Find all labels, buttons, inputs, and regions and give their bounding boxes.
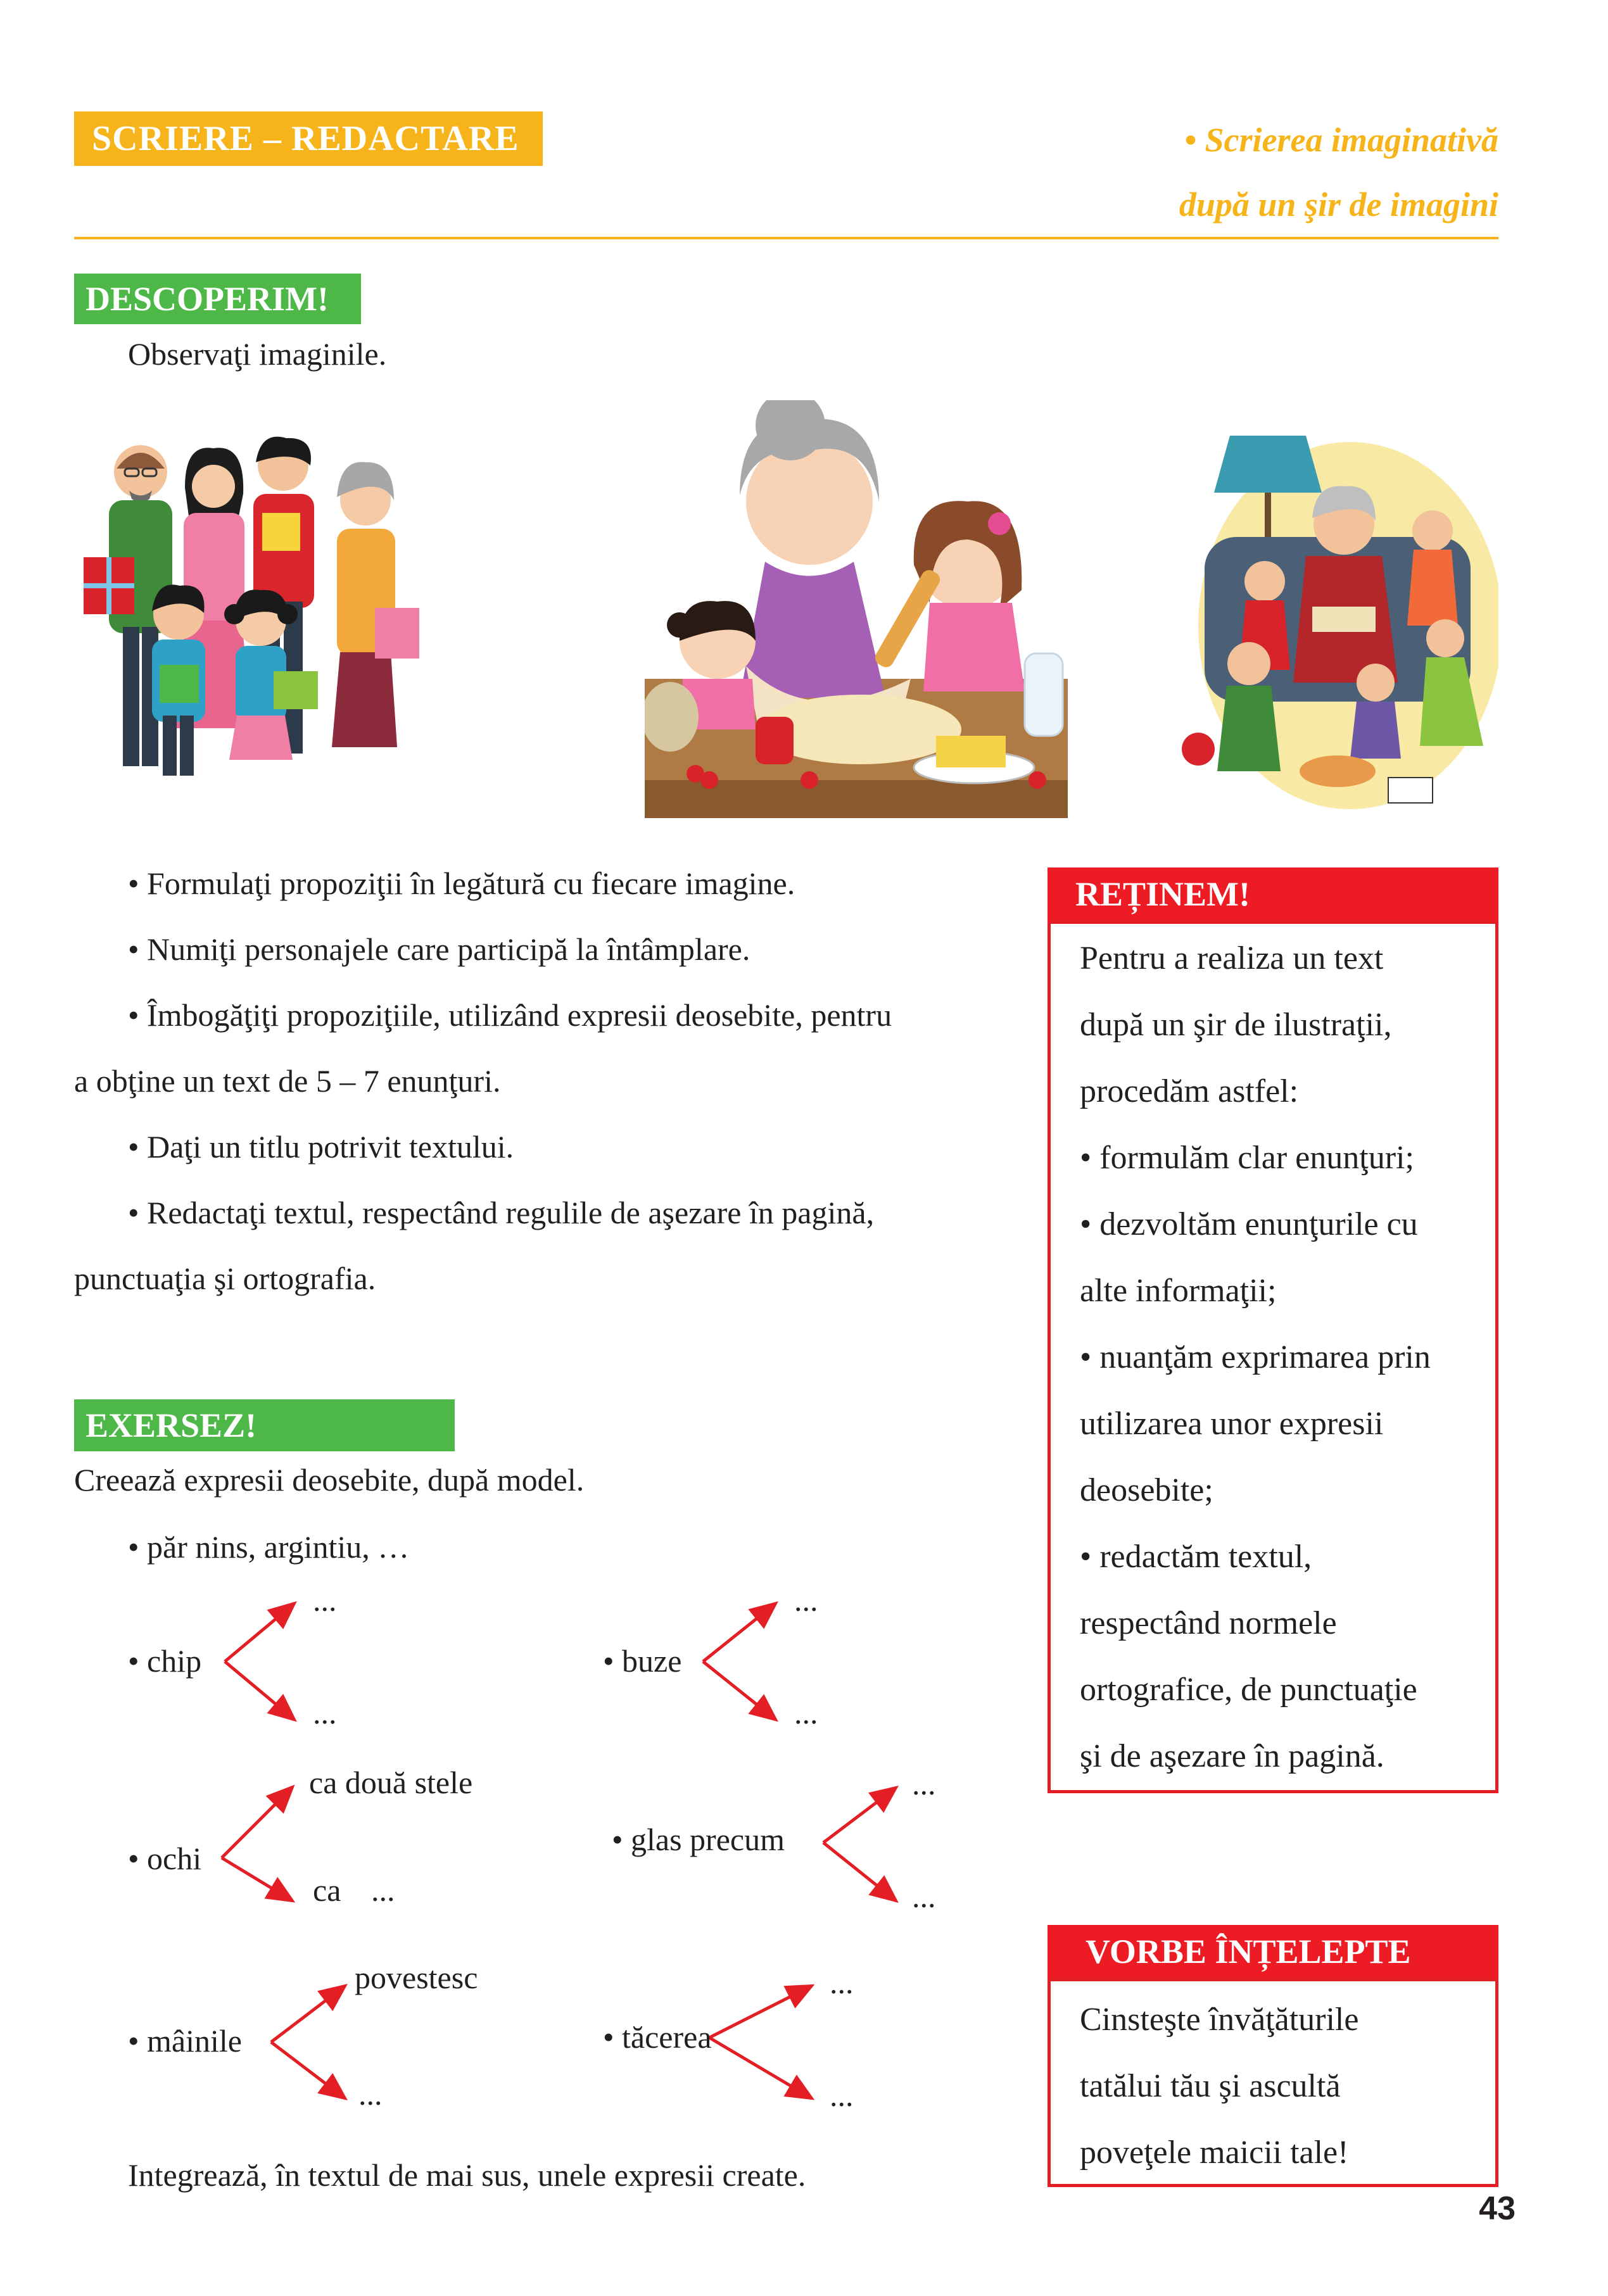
task-line-2: • Numiţi personajele care participă la întâmplare. — [128, 931, 750, 967]
arrow-up — [823, 1788, 896, 1843]
exercise-model: • păr nins, argintiu, … — [128, 1529, 410, 1565]
arrow-up — [271, 1986, 345, 2042]
remember-line: după un şir de ilustraţii, — [1080, 1007, 1392, 1043]
remember-line: deosebite; — [1080, 1472, 1213, 1508]
exercise-title: EXERSEZ! — [74, 1399, 455, 1451]
arrow-up — [703, 1603, 776, 1662]
remember-line: • nuanţăm exprimarea prin — [1080, 1339, 1431, 1375]
remember-line: • formulăm clar enunţuri; — [1080, 1140, 1414, 1176]
remember-line: şi de aşezare în pagină. — [1080, 1738, 1384, 1774]
exercise-item-ochi-bottom: ca — [313, 1872, 341, 1908]
exercise-instruction: Creează expresii deosebite, după model. — [74, 1462, 585, 1498]
arrow-down — [823, 1843, 896, 1901]
task-line-1: • Formulaţi propoziţii în legătură cu fiecare imagine. — [128, 866, 795, 901]
exercise-closing: Integrează, în textul de mai sus, unele expresii create. — [128, 2157, 806, 2193]
exercise-item-glas-top: ... — [912, 1766, 936, 1801]
exercise-item-glas-bottom: ... — [912, 1879, 936, 1914]
exercise-item-tacerea: • tăcerea — [603, 2019, 712, 2055]
exercise-item-ochi: • ochi — [128, 1841, 202, 1876]
arrow-down — [225, 1662, 294, 1720]
exercise-item-chip-bottom: ... — [313, 1695, 337, 1731]
wise-words-line: tatălui tău şi ascultă — [1080, 2068, 1341, 2104]
task-line-6: • Redactaţi textul, respectând regulile de aşezare în pagină, — [128, 1195, 875, 1230]
exercise-item-mainile-top: povestesc — [355, 1960, 478, 1995]
arrow-down — [709, 2038, 812, 2098]
remember-line: respectând normele — [1080, 1605, 1337, 1641]
exercise-item-tacerea-bottom: ... — [830, 2078, 854, 2113]
remember-line: ortografice, de punctuaţie — [1080, 1672, 1417, 1708]
exercise-item-chip-top: ... — [313, 1582, 337, 1618]
arrow-up — [709, 1986, 812, 2038]
page-number: 43 — [1479, 2190, 1516, 2227]
remember-line: procedăm astfel: — [1080, 1073, 1299, 1109]
remember-line: • redactăm textul, — [1080, 1539, 1312, 1575]
topic-line-1: • Scrierea imaginativă — [1184, 121, 1498, 159]
exercise-item-ochi-top: ca două stele — [309, 1765, 473, 1800]
remember-line: alte informaţii; — [1080, 1273, 1277, 1309]
exercise-item-buze: • buze — [603, 1643, 682, 1679]
remember-line: • dezvoltăm enunţurile cu — [1080, 1206, 1418, 1242]
discover-title: DESCOPERIM! — [74, 274, 361, 324]
wise-words-line: poveţele maicii tale! — [1080, 2135, 1349, 2171]
task-line-4: a obţine un text de 5 – 7 enunţuri. — [74, 1063, 501, 1099]
wise-words-line: Cinsteşte învăţăturile — [1080, 2002, 1359, 2038]
remember-line: utilizarea unor expresii — [1080, 1406, 1384, 1442]
arrow-down — [271, 2042, 345, 2098]
wise-words-title: VORBE ÎNȚELEPTE — [1048, 1925, 1498, 1978]
task-line-5: • Daţi un titlu potrivit textului. — [128, 1129, 514, 1164]
remember-title: REȚINEM! — [1048, 867, 1498, 921]
exercise-item-glas: • glas precum — [612, 1822, 785, 1857]
arrow-down — [222, 1858, 293, 1901]
arrow-up — [225, 1603, 294, 1662]
task-line-3: • Îmbogăţiţi propoziţiile, utilizând expresii deosebite, pentru — [128, 997, 892, 1033]
exercise-item-buze-top: ... — [794, 1582, 818, 1618]
section-label: SCRIERE – REDACTARE — [74, 111, 543, 166]
exercise-item-chip: • chip — [128, 1643, 202, 1679]
exercise-item-mainile: • mâinile — [128, 2023, 242, 2059]
discover-instruction: Observaţi imaginile. — [128, 336, 387, 372]
exercise-item-ochi-bottom-extra: ... — [371, 1872, 395, 1908]
exercise-item-mainile-bottom: ... — [358, 2076, 383, 2112]
arrow-down — [703, 1662, 776, 1720]
topic-line-2: după un şir de imagini — [1179, 186, 1498, 224]
remember-line: Pentru a realiza un text — [1080, 940, 1384, 976]
exercise-item-tacerea-top: ... — [830, 1965, 854, 2000]
arrow-up — [222, 1787, 293, 1858]
task-line-7: punctuaţia şi ortografia. — [74, 1261, 376, 1296]
exercise-item-buze-bottom: ... — [794, 1695, 818, 1731]
